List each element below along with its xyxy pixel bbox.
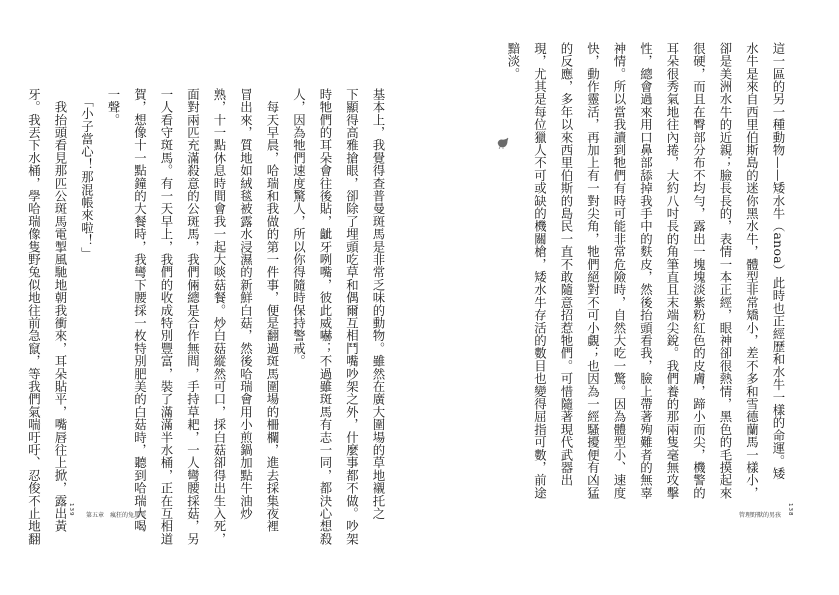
left-chapter-footer: 第五章 瘋狂的兔馬等 — [86, 512, 147, 519]
right-page-number: 138 — [787, 503, 793, 517]
right-page — [420, 0, 839, 595]
left-page-body: 基本上，我覺得查普曼斑馬是非常乏味的動物。雖然在廣大圍場的草地襯托之 下顯得高雅搶眼，卻除了埋頭吃草和偶爾互相鬥嘴吵架之外，什麼事都不做。吵架 時牠們的耳朵會往後貼，齜牙咧嘴，彼此威嚇；不過雖斑馬有志一同，都決心想殺 人，因為牠們速度驚人，所以你得隨時保持警戒。 每天早晨，哈瑞和我做的第一件事，便是翻過斑馬圍場的柵欄，進去採集夜裡 冒出來，質地如絨毯被露水浸濕的新鮮白菇，然後哈瑞會用小煎鍋加點牛油炒 熟，十一點休息時間會我一起大啖菇餐。炒白菇縱然可口，採白菇卻得出生入死， 面對兩匹充滿殺意的公斑馬，我們倆總是合作無間，手持草耙，一人彎腰採菇，另 一人看守斑馬。有一天早上，我們的收成特別豐富，裝了滿滿半水桶，正在互相道 賀，想像十一點鐘的大餐時，我彎下腰採一枚特別肥美的白菇時，聽到哈瑞大喝 一聲。 「小子當心！那混帳來啦！」 我抬頭看見那匹公斑馬電掣風馳地朝我衝來，耳朵貼平，嘴唇往上掀，露出黃 牙。我丟下水桶，學哈瑞像隻野兔似地往前急竄，等我們氣喘吁吁、忍俊不止地翻 — [26, 88, 386, 546]
right-page-body: 這一區的另一種動物——矮水牛（anoa）此時也正經歷和水牛一樣的命運。矮 水牛是來自西里伯斯島的迷你黑水牛，體型非常矯小，差不多和雪德蘭馬一樣小， 卻是美洲水牛的近親；臉長長的，表情一本正經，眼神卻很熱情，黑色的毛摸起來 很硬，而且在臀部分布不均勻，露出一塊塊淡紫粉紅色的皮膚，蹄小而尖，機警的 耳朵很秀氣地往內捲，大約八吋長的角筆直且末端尖銳。我們養的那兩隻毫無攻擊 性，總會過來用口鼻部舔掉我手中的麩皮，然後抬頭看我，臉上帶著殉難者的無辜 神情。所以當我讀到牠們有時可能非常危險時，自然大吃一驚。因為體型小、速度 快，動作靈活，再加上有一對尖角，牠們絕對不可小覷；也因為一經騷擾便有凶猛 的反應，多年以來西里伯斯的島民一直不敢隨意招惹牠們。可惜隨著現代武器出 現，尤其是每位獵人不可或缺的機關槍，矮水牛存活的數目也變得屈指可數，前途 黯淡。 — [506, 42, 786, 500]
left-page-number: 139 — [68, 503, 74, 517]
right-book-footer: 管理野獸的男孩 — [738, 512, 781, 519]
bird-ornament-icon — [496, 137, 510, 149]
left-page — [0, 0, 419, 595]
